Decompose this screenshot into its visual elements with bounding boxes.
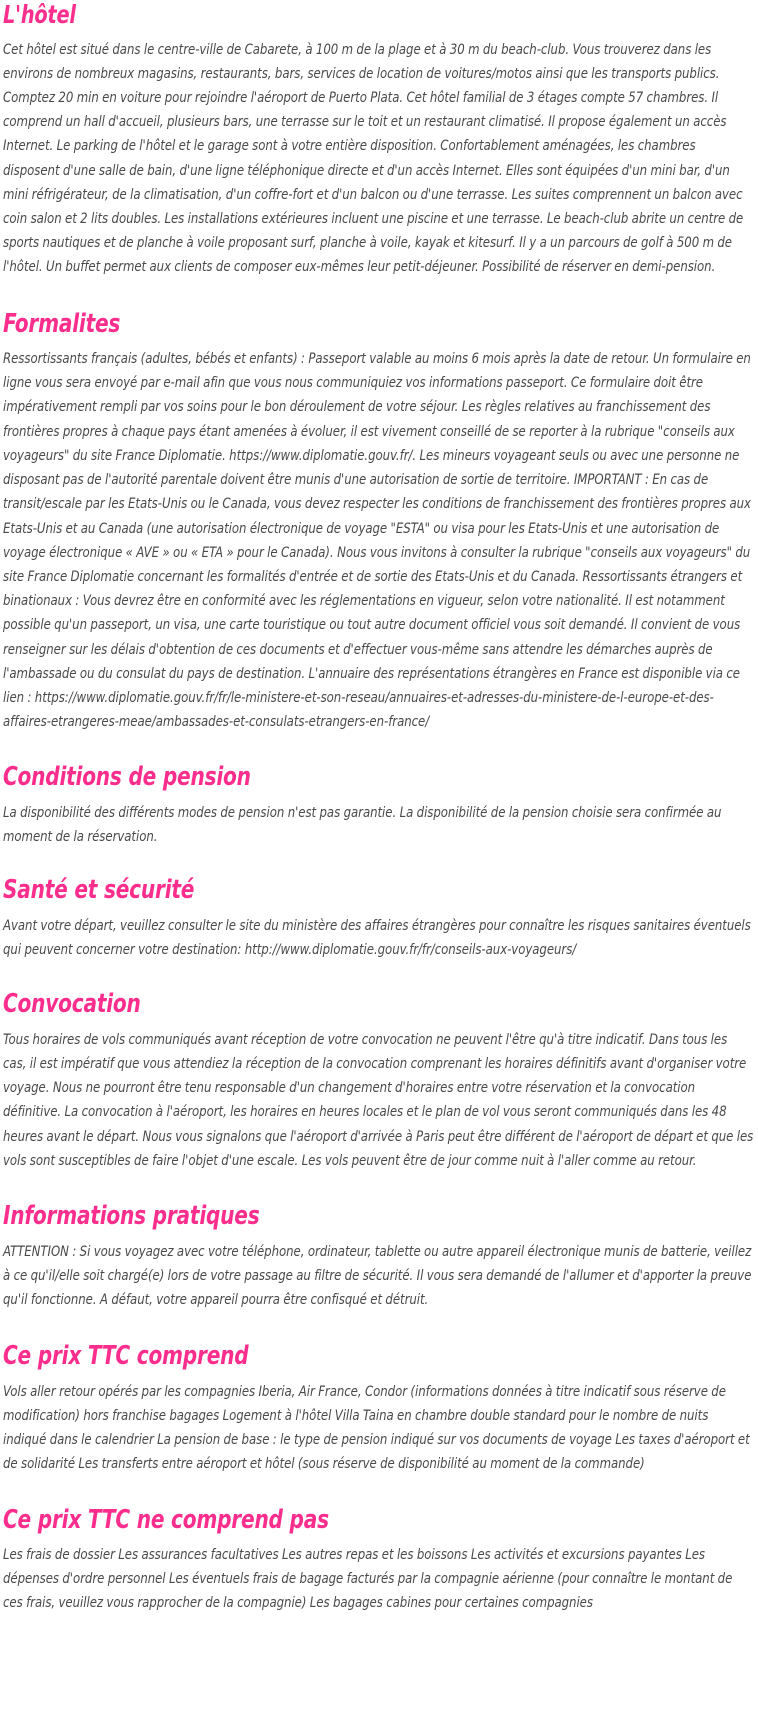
section-body-formalites [3, 347, 754, 734]
section-body-hotel [3, 38, 754, 280]
spacer [3, 905, 754, 914]
section-body-convocation [3, 1028, 754, 1173]
spacer [3, 29, 754, 38]
section-title-formalites: Formalites [3, 308, 121, 339]
section-title-ce-prix-ttc-comprend: Ce prix TTC comprend [3, 1341, 249, 1372]
section-body-sante-et-securite-text: Avant votre départ, veuillez consulter le site du ministère des affaires étrangères pour connaître les risques sanitaires éventuels qui peuvent concerner votre destination: http://www.diplomatie.gouv.fr/fr/conseils-aux-voyageurs/ [3, 916, 751, 959]
section-body-hotel-text: Cet hôtel est situé dans le centre-ville de Cabarete, à 100 m de la plage et à 30 m du beach-club. Vous trouverez dans les environs de nombreux magasins, restaurants, bars, services de location de voitures/motos ainsi que les transports publics. Comptez 20 min en voiture pour rejoindre l'aéroport de Puerto Plata. Cet hôtel familial de 3 étages compte 57 chambres. Il comprend un hall d'accueil, plusieurs bars, une terrasse sur le toit et un restaurant climatisé. Il propose également un accès Internet. Le parking de l'hôtel et le garage sont à votre entière disposition. Confortablement aménagées, les chambres disposent d'une salle de bain, d'une ligne téléphonique directe et d'un accès Internet. Elles sont équipées d'un mini bar, d'un mini réfrigérateur, de la climatisation, d'un coffre-fort et d'un balcon ou d'une terrasse. Les suites comprennent un balcon avec coin salon et 2 lits doubles. Les installations extérieures incluent une piscine et une terrasse. Le beach-club abrite un centre de sports nautiques et de planche à voile proposant surf, planche à voile, kayak et kitesurf. Il y a un parcours de golf à 500 m de l'hôtel. Un buffet permet aux clients de composer eux-mêmes leur petit-déjeuner. Possibilité de réserver en demi-pension. [3, 40, 744, 276]
section-title-informations-pratiques: Informations pratiques [3, 1201, 260, 1231]
section-title-conditions-de-pension: Conditions de pension [3, 762, 251, 793]
section-title-convocation: Convocation [3, 989, 141, 1020]
section-body-sante-et-securite [3, 914, 754, 962]
section-title-sante-et-securite: Santé et sécurité [3, 875, 195, 906]
section-body-formalites-text: Ressortissants français (adultes, bébés et enfants) : Passeport valable au moins 6 mois après la date de retour. Un formulaire en ligne vous sera envoyé par e-mail afin que vous nous communiquiez vos informations passeport. Ce formulaire doit être impérativement rempli par vos soins pour le bon déroulement de votre séjour. Les règles relatives au franchissement des frontières propres à chaque pays étant amenées à évoluer, il est vivement conseillé de se reporter à la rubrique "conseils aux voyageurs" du site France Diplomatie. https://www.diplomatie.gouv.fr/. Les mineurs voyageant seuls ou avec une personne ne disposant pas de l'autorité parentale doivent être munis d'une autorisation de sortie de territoire. IMPORTANT : En cas de transit/escale par les Etats-Unis ou le Canada, vous devez respecter les conditions de franchissement des frontières propres aux Etats-Unis et au Canada (une autorisation électronique de voyage "ESTA" ou visa pour les Etats-Unis et une autorisation de voyage électronique « AVE » ou « ETA » pour le Canada). Nous vous invitons à consulter la rubrique "conseils aux voyageurs" du site France Diplomatie concernant les formalités d'entrée et de sortie des Etats-Unis et du Canada. Ressortissants étrangers et binationaux : Vous devrez être en conformité avec les réglementations en vigueur, selon votre nationalité. Il est notamment possible qu'un passeport, un visa, une carte touristique ou tout autre document officiel vous soit demandé. Il convient de vous renseigner sur les délais d'obtention de ces documents et d'effectuer vous-même sans attendre les démarches auprès de l'ambassade ou du consulat du pays de destination. L'annuaire des représentations étrangères en France est disponible via ce lien : https://www.diplomatie.gouv.fr/fr/le-ministere-et-son-reseau/annuaires-et-adresses-du-ministere-de-l-europe-et-des-affaires-etrangeres-meae/ambassades-et-consulats-etrangers-en-france/ [3, 350, 751, 731]
section-body-conditions-de-pension-text: La disponibilité des différents modes de pension n'est pas garantie. La disponibilité de la pension choisie sera confirmée au moment de la réservation. [3, 803, 722, 846]
section-conditions-de-pension [3, 734, 754, 849]
spacer [3, 1534, 754, 1543]
spacer [3, 1019, 754, 1028]
section-sante-et-securite [3, 849, 754, 962]
section-body-conditions-de-pension [3, 801, 754, 849]
section-title-hotel: L'hôtel [3, 0, 76, 29]
spacer [3, 1371, 754, 1380]
section-convocation [3, 962, 754, 1173]
section-body-ce-prix-ttc-ne-comprend-pas [3, 1543, 754, 1616]
section-body-ce-prix-ttc-ne-comprend-pas-text: Les frais de dossier Les assurances facultatives Les autres repas et les boissons Les activités et excursions payantes Les dépenses d'ordre personnel Les éventuels frais de bagage facturés par la compagnie aérienne (pour connaître le montant de ces frais, veuillez vous rapprocher de la compagnie) Les bagages cabines pour certaines compagnies [3, 1546, 733, 1612]
section-ce-prix-ttc-ne-comprend-pas [3, 1477, 754, 1616]
spacer [3, 338, 754, 347]
section-hotel [3, 0, 754, 280]
section-body-informations-pratiques-text: ATTENTION : Si vous voyagez avec votre téléphone, ordinateur, tablette ou autre appareil électronique munis de batterie, veillez à ce qu'il/elle soit chargé(e) lors de votre passage au filtre de sécurité. Il vous sera demandé de l'allumer et d'apporter la preuve qu'il fonctionne. A défaut, votre appareil pourra être confisqué et détruit. [3, 1242, 752, 1308]
section-body-informations-pratiques [3, 1240, 754, 1313]
section-ce-prix-ttc-comprend [3, 1312, 754, 1476]
section-body-ce-prix-ttc-comprend [3, 1380, 754, 1477]
section-body-ce-prix-ttc-comprend-text: Vols aller retour opérés par les compagnies Iberia, Air France, Condor (informations données à titre indicatif sous réserve de modification) hors franchise bagages Logement à l'hôtel Villa Taina en chambre double standard pour le nombre de nuits indiqué dans le calendrier La pension de base : le type de pension indiqué sur vos documents de voyage Les taxes d'aéroport et de solidarité Les transferts entre aéroport et hôtel (sous réserve de disponibilité au moment de la commande) [3, 1382, 750, 1473]
section-formalites [3, 280, 754, 735]
section-body-convocation-text: Tous horaires de vols communiqués avant réception de votre convocation ne peuvent l'être qu'à titre indicatif. Dans tous les cas, il est impératif que vous attendiez la réception de la convocation comprenant les horaires définitifs avant d'organiser votre voyage. Nous ne pourront être tenu responsable d'un changement d'horaires entre votre réservation et la convocation définitive. La convocation à l'aéroport, les horaires en heures locales et le plan de vol vous seront communiqués dans les 48 heures avant le départ. Nous vous signalons que l'aéroport d'arrivée à Paris peut être différent de l'aéroport de départ et que les vols sont susceptibles de faire l'objet d'une escale. Les vols peuvent être de jour comme nuit à l'aller comme au retour. [3, 1030, 754, 1169]
spacer [3, 1231, 754, 1240]
spacer [3, 792, 754, 801]
section-informations-pratiques [3, 1173, 754, 1312]
section-title-ce-prix-ttc-ne-comprend-pas: Ce prix TTC ne comprend pas [3, 1504, 329, 1535]
